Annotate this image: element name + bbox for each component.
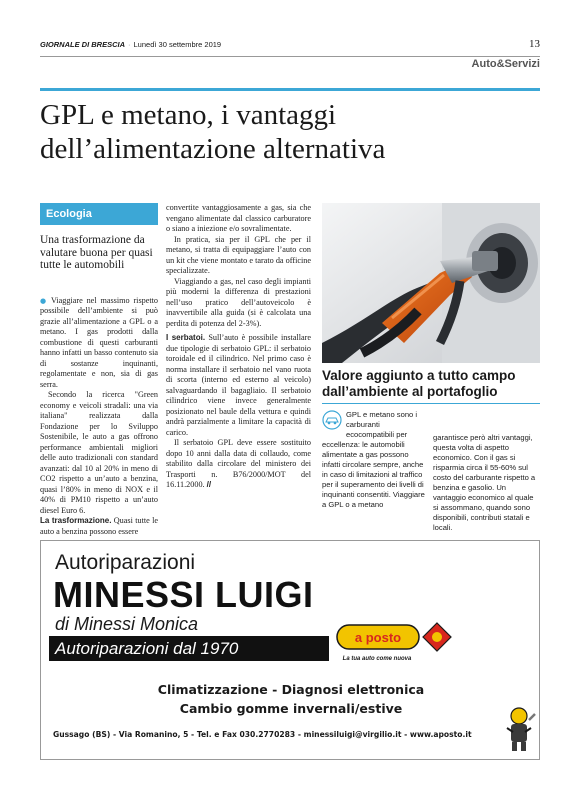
ad-owner: di Minessi Monica xyxy=(55,614,199,634)
logo-tagline: La tua auto come nuova xyxy=(342,656,412,662)
page-header: GIORNALE DI BRESCIA · Lunedì 30 settembre 2019 13 xyxy=(40,38,540,50)
article-subhead: Una trasformazione da valutare buona per quasi tutte le automobili xyxy=(40,234,153,271)
box-title: Valore aggiunto a tutto campo dall’ambiente al portafoglio xyxy=(322,368,516,399)
bullet-icon: ● xyxy=(40,296,48,305)
ad-service-line-2: Cambio gomme invernali/estive xyxy=(179,701,403,716)
headline-line-1: GPL e metano, i vantaggi xyxy=(40,99,337,131)
article-body-2 xyxy=(166,203,311,491)
headline-line-2: dell’alimentazione alternativa xyxy=(40,133,386,165)
fuel-nozzle-photo xyxy=(322,203,540,363)
car-outline-icon xyxy=(322,410,342,430)
article-column-2 xyxy=(166,203,311,491)
box-text-1: GPL e metano sono i carburanti ecocompatibili per eccellenza: le automobili alimentate a gas possono infatti circolare sempre, anche in caso di limitazioni al traffico per il superamento dei livelli di inquinanti consentiti. Viaggiare a GPL o a metano xyxy=(322,410,425,509)
mechanic-mascot-icon xyxy=(501,706,537,752)
paragraph: Viaggiando a gas, nel caso degli impianti più moderni la differenza di prestazioni nell’uso pratico dell’autoveicolo è inavvertibile alla guida (si è calcolata una perdita di potenza del 2-3%). xyxy=(166,276,311,328)
section-tag: Auto&Servizi xyxy=(471,58,540,70)
publication-name: GIORNALE DI BRESCIA xyxy=(40,40,126,49)
paragraph: Secondo la ricerca "Green economy e veicoli stradali: una via italiana" realizzata dalla Fondazione per lo Sviluppo Sostenibile, le auto a gas offrono performance ambientali migliori delle auto tradizionali con standard avanzati: dal 10 al 20% in meno di CO2 rispetto a un’auto a benzina, quasi l’80% in meno di NOX e il 40% di PM10 rispetto a un’auto diesel Euro 6. xyxy=(40,390,158,515)
article-body-1 xyxy=(40,296,158,538)
end-mark: // xyxy=(206,480,212,489)
ad-brand: Autoriparazioni xyxy=(55,551,196,574)
ad-services xyxy=(41,680,541,718)
aposto-logo xyxy=(335,621,455,665)
ad-service-line-1: Climatizzazione - Diagnosi elettronica xyxy=(157,682,425,697)
fuel-nozzle-illustration xyxy=(322,203,540,363)
box-column-1 xyxy=(322,410,426,510)
paragraph: I serbatoi. Sull’auto è possibile installare due tipologie di serbatoio GPL: il serbatoio toroidale ed il cilindrico. Nel primo caso è norma installare il serbatoio nel vano ruota di scorta (interno ed esterno al veicolo) salvaguardando il bagagliaio. Il serbatoio cilindrico viene invece generalmente posizionato nel baule della vettura e quindi andrà parzialmente a limitare la capacità di carico. xyxy=(166,333,311,437)
topic-label: Ecologia xyxy=(40,203,158,225)
issue-date: Lunedì 30 settembre 2019 xyxy=(133,40,222,49)
paragraph: In pratica, sia per il GPL che per il metano, si tratta di equipaggiare l’auto con un kit che viene montato e tarato da officine specializzate. xyxy=(166,234,311,275)
page-number: 13 xyxy=(529,38,540,50)
aposto-logo-graphic xyxy=(335,621,455,665)
paragraph: ● Viaggiare nel massimo rispetto possibile dell’ambiente si può grazie all’alimentazione a GPL o a metano. I gas prodotti dalla combustione di questi carburanti hanno infatti un basso contenuto sia di sostanze inquinanti, regolamentate e non, sia di gas serra. xyxy=(40,295,158,389)
ad-business-name: MINESSI LUIGI xyxy=(53,574,314,615)
article-column-1 xyxy=(40,203,158,537)
ad-since-bar: Autoriparazioni dal 1970 xyxy=(49,636,329,661)
header-divider xyxy=(40,56,540,57)
section-divider xyxy=(40,88,540,91)
paragraph: Il serbatoio GPL deve essere sostituito dopo 10 anni dalla data di collaudo, come stabilito dalla circolare del ministero dei Trasporti n. B76/2000/MOT del 16.11.2000. // xyxy=(166,438,311,489)
box-column-2: garantisce però altri vantaggi, questa volta di aspetto economico. Con il gas si risparmia circa il 55-60% sul costo del carburante rispetto a benzina e gasolio. Un vantaggio economico al quale si assommano, quando sono disponibili, contributi statali e locali. xyxy=(433,433,536,532)
logo-text: a posto xyxy=(354,630,402,645)
box-divider xyxy=(322,403,540,404)
ad-contact-line: Gussago (BS) - Via Romanino, 5 - Tel. e Fax 030.2770283 - minessiluigi@virgilio.it - www.aposto.it xyxy=(53,730,472,739)
advertisement xyxy=(40,540,540,760)
article-headline xyxy=(40,98,540,166)
paragraph: La trasformazione. Quasi tutte le auto a benzina possono essere xyxy=(40,516,158,536)
paragraph: convertite vantaggiosamente a gas, sia che vengano alimentate dal classico carburatore o siano a iniezione e/o sovralimentate. xyxy=(166,203,311,233)
